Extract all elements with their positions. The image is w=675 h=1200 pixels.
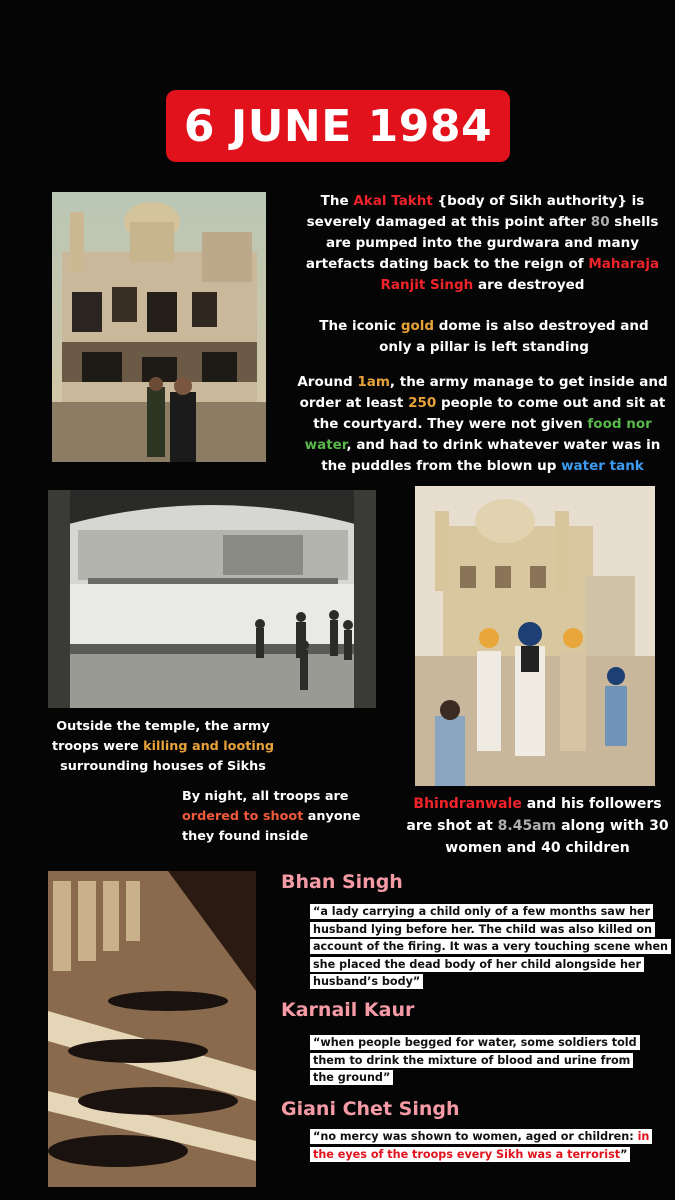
page-title: 6 JUNE 1984 (183, 100, 493, 152)
testimony-quote-karnail-kaur: “when people begged for water, some soldiers told them to drink the mixture of blood and urine from the ground” (310, 1034, 655, 1087)
testimony-name-bhan-singh: Bhan Singh (281, 871, 403, 893)
terrorist-highlight: in the eyes of the troops every Sikh was a terrorist (313, 1130, 650, 1161)
shell-count: 80 (590, 214, 610, 230)
shot-time: 8.45am (497, 818, 557, 834)
troops-bw-photo (48, 490, 376, 708)
night-order-paragraph: By night, all troops are ordered to shoot anyone they found inside (182, 789, 361, 844)
testimony-name-giani-chet-singh: Giani Chet Singh (281, 1098, 460, 1120)
corridor-photo (48, 871, 256, 1187)
water-tank-highlight: water tank (561, 458, 644, 474)
testimony-quote-bhan-singh: “a lady carrying a child only of a few months saw her husband lying before her. The child was also killed on account of the firing. It was a very touching scene when she placed the dead body of her child alongside her husband’s body” (310, 903, 670, 991)
bhindranwale-paragraph: Bhindranwale and his followers are shot at 8.45am along with 30 women and 40 children (406, 796, 669, 856)
gold-dome-paragraph: The iconic gold dome is also destroyed and only a pillar is left standing (319, 318, 649, 355)
testimony-quote-giani-chet-singh: “no mercy was shown to women, aged or children: in the eyes of the troops every Sikh was a terrorist” (310, 1128, 650, 1163)
maharaja-highlight: Maharaja Ranjit Singh (380, 256, 660, 293)
food-water-highlight: food nor water (304, 416, 652, 453)
title-banner (166, 90, 510, 162)
courtyard-paragraph: Around 1am, the army manage to get inside and order at least 250 people to come out and sit at the courtyard. They were not given food nor water, and had to drink whatever water was in the puddles from the blown up water tank (297, 374, 668, 474)
golden-temple-photo (415, 486, 655, 786)
outside-temple-paragraph: Outside the temple, the army troops were killing and looting surrounding houses of Sikhs (51, 719, 275, 774)
akal-takht-highlight: Akal Takht (353, 193, 433, 209)
akal-takht-photo (52, 192, 266, 462)
killing-looting-highlight: killing and looting (143, 739, 275, 754)
gold-highlight: gold (400, 318, 435, 334)
akal-takht-paragraph: The Akal Takht {body of Sikh authority} is severely damaged at this point after 80 shells are pumped into the gurdwara and many artefacts dating back to the reign of Maharaja Ranjit Singh are destroyed (305, 193, 660, 293)
order-to-shoot-highlight: ordered to shoot (182, 809, 304, 824)
people-count: 250 (408, 395, 437, 411)
bhindranwale-highlight: Bhindranwale (413, 796, 522, 812)
time-highlight: 1am (357, 374, 390, 390)
testimony-name-karnail-kaur: Karnail Kaur (281, 999, 415, 1021)
